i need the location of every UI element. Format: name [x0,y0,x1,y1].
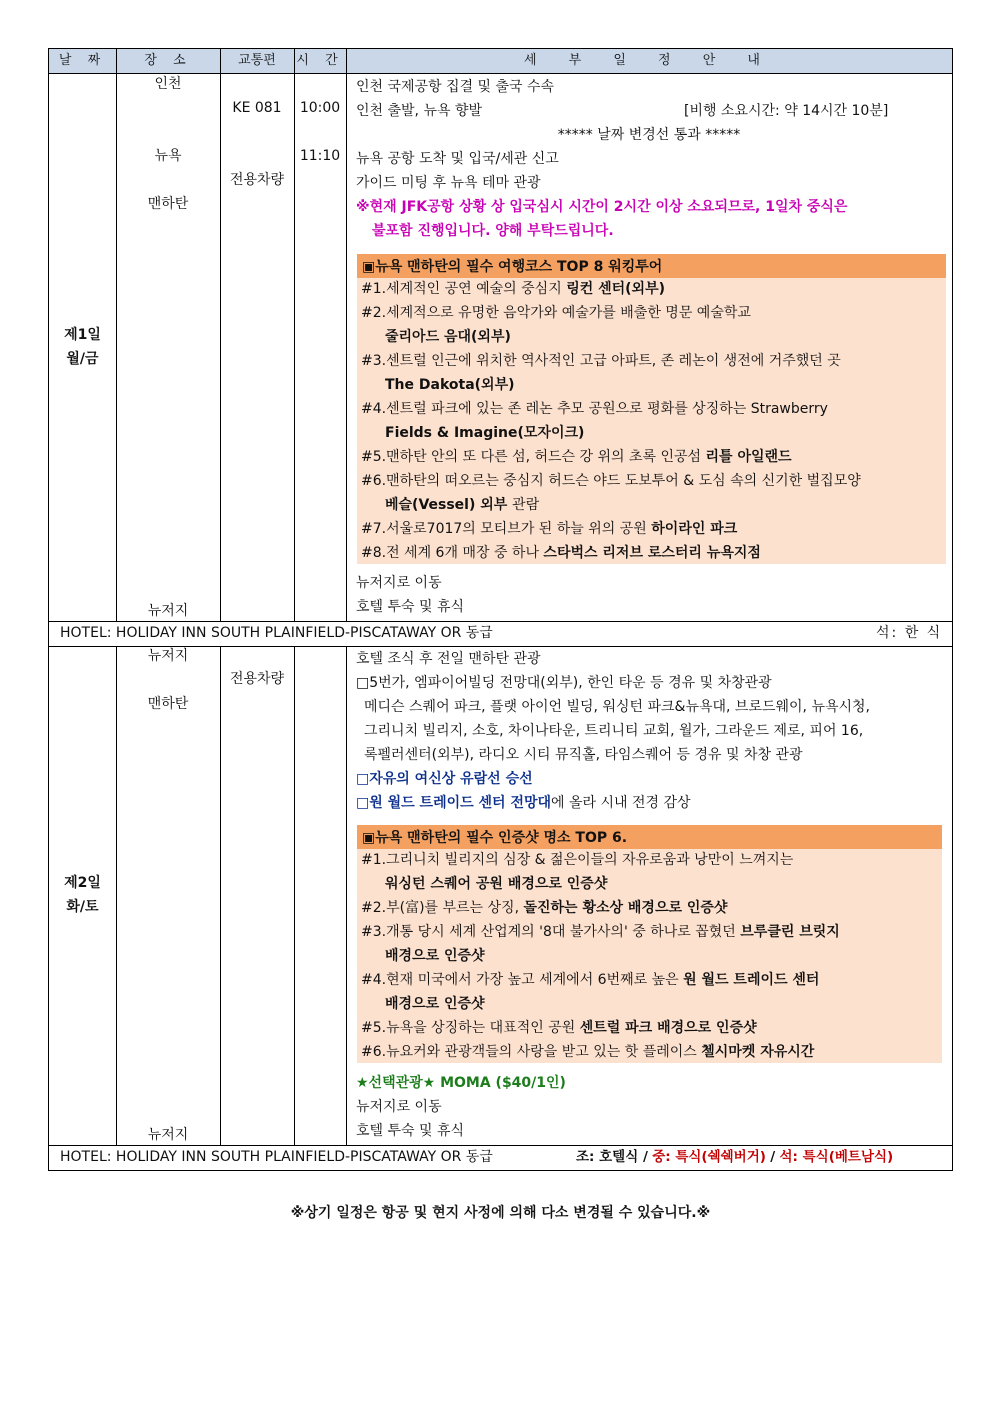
day2-item-1-name: 워싱턴 스퀘어 공원 배경으로 인증샷 [385,876,608,892]
day1-item-8: #8.전 세계 6개 매장 중 하나 스타벅스 리저브 로스터리 뉴욕지점 [361,545,761,561]
day1-flight: KE 081 [232,100,282,116]
day2-line-sights-3: 록펠러센터(외부), 라디오 시티 뮤직홀, 타임스퀘어 등 경유 및 차창 관광 [364,747,803,763]
day1-hotel: HOTEL: HOLIDAY INN SOUTH PLAINFIELD-PISCATAWAY OR 동급 [60,625,493,641]
day2-optional-tour: ★선택관광★ MOMA ($40/1인) [356,1075,566,1091]
header-transport: 교통편 [238,53,276,68]
day1-place-manhattan: 맨하탄 [147,196,189,212]
day2-ferry: □자유의 여신상 유람선 승선 [356,771,533,787]
day2-place-newjersey: 뉴저지 [147,648,189,664]
footer-notice: ※상기 일정은 항공 및 현지 사정에 의해 다소 변경될 수 있습니다.※ [290,1205,711,1221]
day1-item-6: #6.맨하탄의 떠오르는 중심지 허드슨 야드 도보투어 & 도심 속의 신기한 벌집모양 [361,473,861,489]
day2-line-move: 뉴저지로 이동 [356,1099,442,1115]
header-detail: 세 부 일 정 안 내 [523,53,774,68]
day1-item-2-name: 줄리아드 음대(외부) [385,329,511,345]
day1-item-4: #4.센트럴 파크에 있는 존 레논 추모 공원으로 평화를 상징하는 Strawberry [361,401,828,417]
day2-item-5: #5.뉴욕을 상징하는 대표적인 공원 센트럴 파크 배경으로 인증샷 [361,1020,757,1036]
day2-meals: 조: 호텔식 / 중: 특식(쉑쉑버거) / 석: 특식(베트남식) [576,1149,894,1165]
day2-item-4: #4.현재 미국에서 가장 높고 세계에서 6번째로 높은 원 월드 트레이드 센터 [361,972,820,988]
day1-label: 제1일 [64,327,101,343]
col-divider-4b [346,646,347,1145]
day2-line-rest: 호텔 투숙 및 휴식 [356,1123,465,1139]
day2-line-fifth-ave: □5번가, 엠파이어빌딩 전망대(외부), 한인 타운 등 경유 및 차창관광 [356,675,772,691]
header-date: 날 짜 [58,53,107,68]
day2-item-6: #6.뉴요커와 관광객들의 사랑을 받고 있는 핫 플레이스 첼시마켓 자유시간 [361,1044,815,1060]
day1-item-4-name: Fields & Imagine(모자이크) [385,425,585,441]
day2-weekday: 화/토 [66,899,99,915]
day1-arrival-time: 11:10 [299,148,341,164]
day1-item-2: #2.세계적으로 유명한 음악가와 예술가를 배출한 명문 예술학교 [361,305,751,321]
day1-dateline: ***** 날짜 변경선 통과 ***** [557,127,741,143]
day1-item-6-name: 베슬(Vessel) 외부 관람 [385,497,540,513]
col-divider-1b [116,646,117,1145]
day1-notice-line1: ※현재 JFK공항 상황 상 입국심시 시간이 2시간 이상 소요되므로, 1일차 중식은 [356,199,848,215]
day2-place-newjersey-end: 뉴저지 [147,1127,189,1143]
col-divider-2a [220,48,221,621]
day1-line-guide: 가이드 미팅 후 뉴욕 테마 관광 [356,175,541,191]
day1-departure-time: 10:00 [299,100,341,116]
col-divider-2b [220,646,221,1145]
day1-notice-line2: 불포함 진행입니다. 양해 부탁드립니다. [372,223,614,239]
day2-line-sights-2: 그리니치 빌리지, 소호, 차이나타운, 트리니티 교회, 월가, 그라운드 제로, 피어 16, [364,723,864,739]
day1-weekday: 월/금 [66,351,99,367]
day2-hotel: HOTEL: HOLIDAY INN SOUTH PLAINFIELD-PISCATAWAY OR 동급 [60,1149,493,1165]
day1-line-move: 뉴저지로 이동 [356,575,442,591]
day2-box-title: ▣뉴욕 맨하탄의 필수 인증샷 명소 TOP 6. [362,830,628,846]
day1-line-gather: 인천 국제공항 집결 및 출국 수속 [356,79,555,95]
day1-place-incheon: 인천 [154,76,182,92]
day1-line-depart: 인천 출발, 뉴욕 향발 [356,103,482,119]
day2-line-sights-1: 메디슨 스퀘어 파크, 플랫 아이언 빌딩, 워싱턴 파크&뉴욕대, 브로드웨이, 뉴욕시청, [364,699,870,715]
day2-place-manhattan: 맨하탄 [147,696,189,712]
day2-label: 제2일 [64,875,101,891]
day2-vehicle: 전용차량 [229,671,285,687]
day1-item-3-name: The Dakota(외부) [385,377,515,393]
day1-vehicle: 전용차량 [229,172,285,188]
day1-item-7: #7.서울로7017의 모티브가 된 하늘 위의 공원 하이라인 파크 [361,521,738,537]
day2-wtc: □원 월드 트레이드 센터 전망대에 올라 시내 전경 감상 [356,795,691,811]
day2-line-breakfast: 호텔 조식 후 전일 맨하탄 관광 [356,651,541,667]
day1-place-newjersey: 뉴저지 [147,603,189,619]
header-time: 시 간 [296,53,344,68]
header-place: 장 소 [144,53,192,68]
day1-flight-duration: [비행 소요시간: 약 14시간 10분] [684,103,889,119]
day2-item-1: #1.그리니치 빌리지의 심장 & 젊은이들의 자유로움과 낭만이 느껴지는 [361,852,794,868]
day2-item-2: #2.부(富)를 부르는 상징, 돌진하는 황소상 배경으로 인증샷 [361,900,728,916]
col-divider-3a [294,48,295,621]
day1-line-rest: 호텔 투숙 및 휴식 [356,599,465,615]
day1-box-title: ▣뉴욕 맨하탄의 필수 여행코스 TOP 8 워킹투어 [362,259,663,275]
day2-item-3-tail: 배경으로 인증샷 [385,948,485,964]
day1-item-5: #5.맨하탄 안의 또 다른 섬, 허드슨 강 위의 초록 인공섬 리틀 아일랜드 [361,449,792,465]
col-divider-3b [294,646,295,1145]
day1-meal: 석: 한 식 [876,625,943,641]
day2-item-4-tail: 배경으로 인증샷 [385,996,485,1012]
day2-item-3: #3.개통 당시 세계 산업계의 '8대 불가사의' 중 하나로 꼽혔던 브루클린 브릿지 [361,924,840,940]
day1-item-1: #1.세계적인 공연 예술의 중심지 링컨 센터(외부) [361,281,666,297]
day1-place-newyork: 뉴욕 [154,148,182,164]
day1-line-arrive: 뉴욕 공항 도착 및 입국/세관 신고 [356,151,559,167]
col-divider-1a [116,48,117,621]
day1-item-3: #3.센트럴 인근에 위치한 역사적인 고급 아파트, 존 레논이 생전에 거주했던 곳 [361,353,841,369]
